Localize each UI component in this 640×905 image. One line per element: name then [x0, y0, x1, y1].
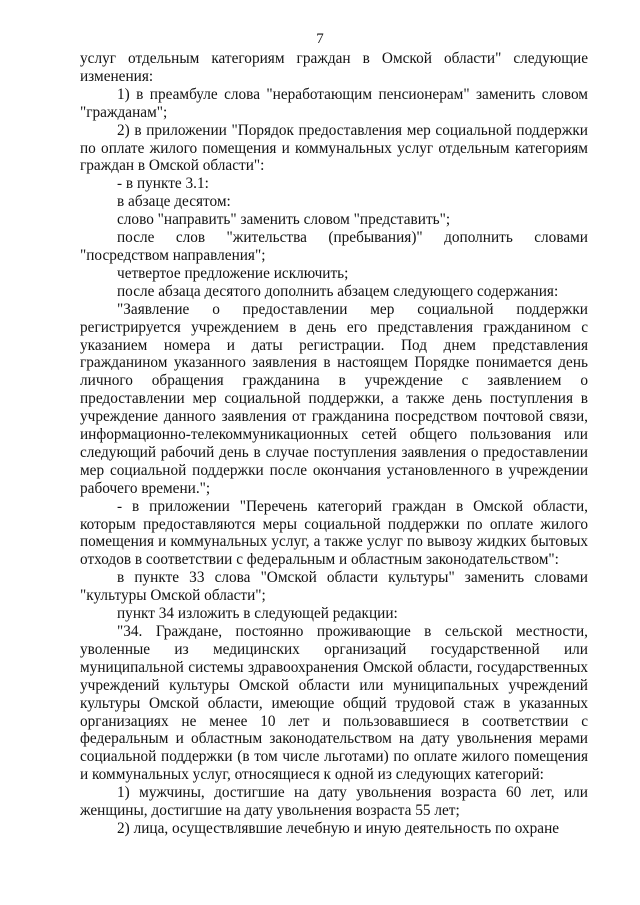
paragraph: услуг отдельным категориям граждан в Омской области" следующие изменения: — [80, 50, 588, 85]
paragraph: "34. Граждане, постоянно проживающие в сельской местности, уволенные из медицинских организаций государственной или муниципальной системы здравоохранения Омской области, государственных учреждений культуры Омской области или муниципальных учреждений культуры Омской области, имеющие общий трудовой стаж в указанных организациях не менее 10 лет и пользовавшиеся в соответствии с федеральным и областным законодательством на дату увольнения мерами социальной поддержки (в том числе льготами) по оплате жилого помещения и коммунальных услуг, относящиеся к одной из следующих категорий: — [80, 623, 588, 784]
paragraph: после слов "жительства (пребывания)" дополнить словами "посредством направления"; — [80, 229, 588, 264]
paragraph: в абзаце десятом: — [117, 193, 231, 211]
page-number: 7 — [316, 31, 324, 47]
paragraph: слово "направить" заменить словом "представить"; — [117, 211, 451, 229]
paragraph: 2) в приложении "Порядок предоставления мер социальной поддержки по оплате жилого помещения и коммунальных услуг отдельным категориям граждан в Омской области": — [80, 121, 588, 175]
paragraph: пункт 34 изложить в следующей редакции: — [117, 605, 398, 623]
paragraph: после абзаца десятого дополнить абзацем следующего содержания: — [117, 282, 559, 300]
paragraph: 1) в преамбуле слова "неработающим пенсионерам" заменить словом "гражданам"; — [80, 85, 588, 121]
paragraph: четвертое предложение исключить; — [117, 264, 349, 282]
paragraph: 2) лица, осуществлявшие лечебную и иную деятельность по охране — [117, 819, 560, 837]
document-body — [80, 50, 588, 838]
paragraph: в пункте 33 слова "Омской области культуры" заменить словами "культуры Омской области"; — [80, 569, 588, 605]
paragraph: 1) мужчины, достигшие на дату увольнения возраста 60 лет, или женщины, достигшие на дату увольнения возраста 55 лет; — [80, 784, 588, 820]
paragraph: - в приложении "Перечень категорий граждан в Омской области, которым предоставляются меры социальной поддержки по оплате жилого помещения и коммунальных услуг, а также услуг по вывозу жидких бытовых отходов в соответствии с федеральным и областным законодательством": — [80, 497, 588, 569]
paragraph: - в пункте 3.1: — [117, 175, 209, 193]
paragraph: "Заявление о предоставлении мер социальной поддержки регистрируется учреждением в день его представления гражданином с указанием номера и даты регистрации. Под днем представления гражданином указанного заявления в настоящем Порядке понимается день личного обращения гражданина в учреждение с заявлением о предоставлении мер социальной поддержки, а также день поступления в учреждение данного заявления от гражданина посредством почтовой связи, информационно-телекоммуникационных сетей общего пользования или следующий рабочий день в случае поступления заявления о предоставлении мер социальной поддержки после окончания установленного в учреждении рабочего времени."; — [80, 300, 588, 497]
